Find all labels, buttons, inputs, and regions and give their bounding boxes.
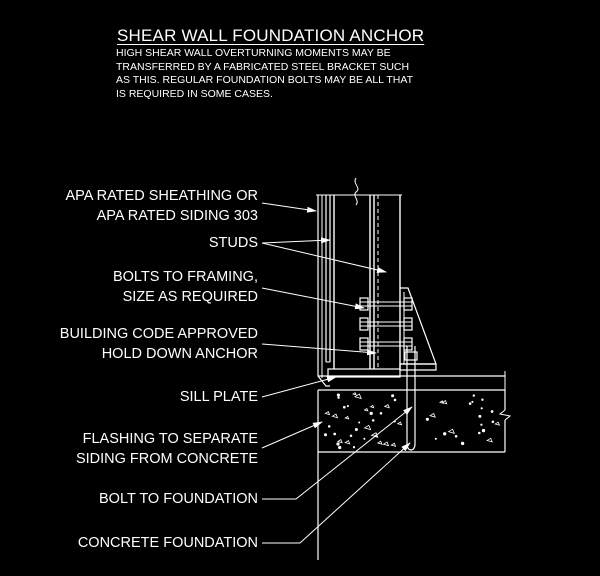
aggregate-stone [448, 429, 454, 433]
aggregate-dot [338, 397, 340, 399]
leader-studs-2 [262, 243, 386, 272]
label-line: SILL PLATE [179, 389, 258, 405]
description-line: AS THIS. REGULAR FOUNDATION BOLTS MAY BE ALL THAT [116, 74, 413, 86]
aggregate-dot [435, 438, 436, 439]
description-line: IS REQUIRED IN SOME CASES. [116, 87, 273, 100]
aggregate-stone [495, 422, 499, 425]
leader-studs-1 [262, 240, 330, 243]
aggregate-dot [482, 429, 485, 432]
label-line: SIDING FROM CONCRETE [75, 451, 258, 467]
aggregate-stone [370, 405, 373, 407]
aggregate-stone [365, 409, 368, 411]
leader-hold-down [262, 344, 376, 353]
aggregate-dot [324, 434, 326, 436]
leader-flashing [262, 422, 322, 448]
aggregate-stone [345, 417, 348, 419]
leader-bolts-to-framing [262, 288, 364, 308]
aggregate-dot [426, 418, 428, 420]
flashing [318, 195, 330, 386]
aggregate-dot [328, 426, 330, 428]
aggregate-stone [398, 422, 402, 425]
aggregate-dot [359, 422, 360, 423]
leader-lines [262, 203, 412, 543]
label-line: STUDS [208, 235, 258, 251]
aggregate-dot [353, 446, 355, 448]
aggregate-stone [487, 438, 492, 442]
aggregate-dot [492, 421, 494, 423]
aggregate-dot [481, 408, 482, 409]
description-line: TRANSFERRED BY A FABRICATED STEEL BRACKET SUCH [116, 60, 410, 73]
aggregate-stone [364, 425, 370, 429]
aggregate-stone [391, 443, 395, 446]
sheathing [326, 195, 330, 362]
label-line: BOLT TO FOUNDATION [99, 491, 258, 507]
label-line: BOLTS TO FRAMING, [112, 269, 258, 285]
aggregate-dot [364, 438, 365, 439]
label-line: FLASHING TO SEPARATE [82, 431, 258, 447]
aggregate-dot [481, 424, 482, 425]
aggregate-stone [385, 405, 390, 408]
diagram-title: SHEAR WALL FOUNDATION ANCHOR [117, 26, 425, 45]
leader-sill-plate [262, 377, 336, 397]
aggregate-dot [337, 443, 339, 445]
aggregate-stone [440, 401, 443, 403]
aggregate-stone [353, 393, 356, 395]
bolts-to-framing [360, 298, 412, 350]
aggregate-dot [478, 432, 480, 434]
aggregate-dot [350, 435, 352, 437]
aggregate-stone [345, 441, 350, 444]
aggregate-stone [378, 441, 382, 444]
label-line: CONCRETE FOUNDATION [77, 535, 258, 551]
leader-concrete-foundation [262, 443, 410, 543]
anchor-bolt [405, 346, 417, 450]
aggregate-dot [391, 395, 393, 397]
aggregate-dot [370, 412, 372, 414]
aggregate-dot [469, 403, 471, 405]
concrete-foundation [318, 371, 510, 560]
aggregate-stone [325, 412, 329, 415]
aggregate-dot [347, 405, 348, 406]
label-line: SIZE AS REQUIRED [122, 289, 258, 305]
aggregate-stone [332, 414, 337, 418]
aggregate-dot [343, 406, 345, 408]
studs [316, 178, 402, 369]
aggregate-dot [461, 442, 464, 445]
label-line: APA RATED SIDING 303 [96, 208, 258, 224]
aggregate-dot [380, 412, 382, 414]
label-line: APA RATED SHEATHING OR [65, 188, 258, 204]
aggregate-dot [473, 395, 475, 397]
leader-bolt-to-foundation [262, 407, 412, 499]
description-line: HIGH SHEAR WALL OVERTURNING MOMENTS MAY BE [116, 47, 391, 59]
aggregate-dot [337, 394, 339, 396]
aggregate-stone [338, 440, 342, 443]
aggregate-dot [338, 446, 340, 448]
label-line: BUILDING CODE APPROVED [59, 326, 258, 342]
aggregate-dot [355, 428, 357, 430]
aggregate-dot [491, 411, 493, 413]
leader-sheathing [262, 203, 316, 211]
label-line: HOLD DOWN ANCHOR [101, 346, 258, 362]
aggregate-stone [430, 414, 435, 418]
aggregate-dot [394, 399, 396, 401]
aggregate-stone [383, 442, 388, 446]
concrete-aggregate [324, 393, 499, 449]
aggregate-dot [334, 433, 336, 435]
aggregate-dot [482, 399, 484, 401]
aggregate-dot [372, 420, 374, 422]
aggregate-dot [472, 401, 473, 402]
aggregate-dot [455, 435, 457, 437]
aggregate-dot [443, 433, 446, 436]
aggregate-dot [479, 415, 481, 417]
